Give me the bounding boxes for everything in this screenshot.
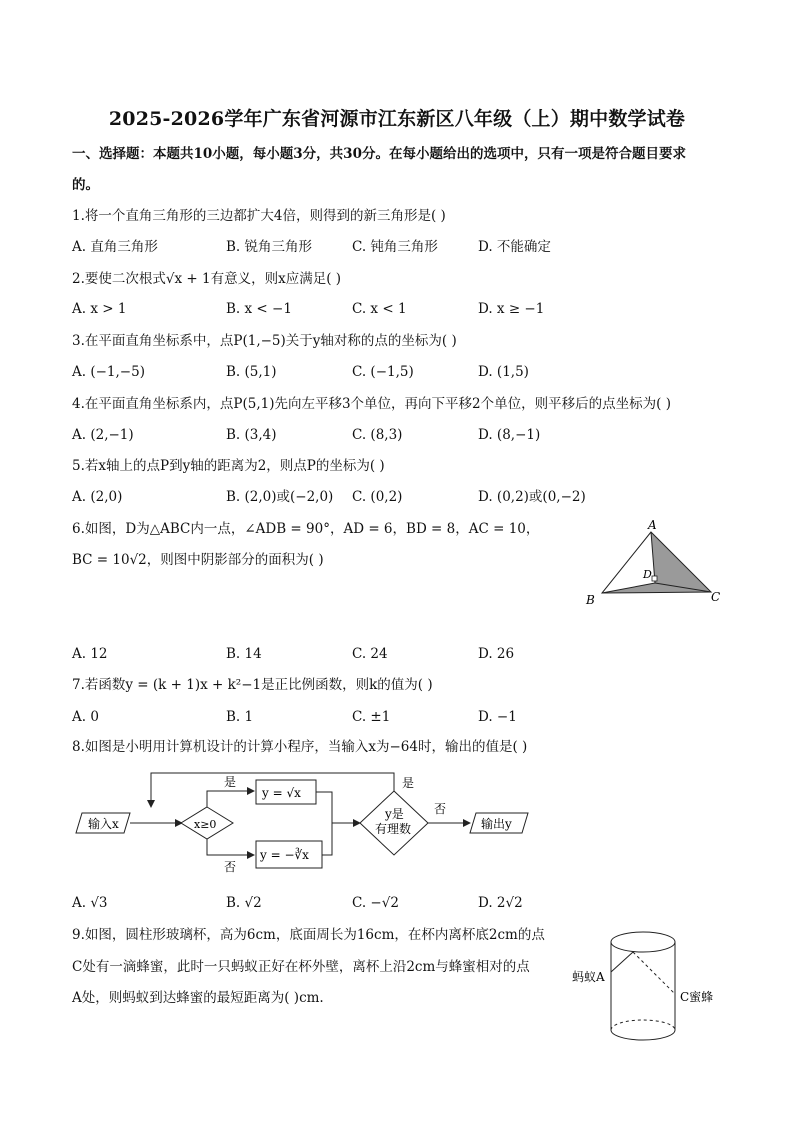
arrow-no-branch <box>207 839 254 855</box>
q4-option-d: D. (8,−1) <box>478 427 541 443</box>
q8-option-d: D. 2√2 <box>478 895 523 911</box>
question-2-stem: 2.要使二次根式√x + 1有意义，则x应满足( ) <box>72 271 342 287</box>
no-label-2: 否 <box>434 802 447 816</box>
q3-option-d: D. (1,5) <box>478 364 529 380</box>
label-a: A <box>648 518 657 532</box>
q3-option-b: B. (5,1) <box>226 364 277 380</box>
question-3-stem: 3.在平面直角坐标系中，点P(1,−5)关于y轴对称的点的坐标为( ) <box>72 333 457 349</box>
no-label-1: 否 <box>224 860 237 874</box>
q2-option-b: B. x < −1 <box>226 301 292 317</box>
q1-option-a: A. 直角三角形 <box>72 239 158 255</box>
q2-option-a: A. x > 1 <box>72 301 127 317</box>
q8-option-b: B. √2 <box>226 895 262 911</box>
question-5-stem: 5.若x轴上的点P到y轴的距离为2，则点P的坐标为( ) <box>72 458 385 474</box>
q4-option-c: C. (8,3) <box>352 427 403 443</box>
q3-option-a: A. (−1,−5) <box>72 364 145 380</box>
q1-option-d: D. 不能确定 <box>478 239 551 255</box>
honey-label: C蜜蜂 <box>680 990 714 1004</box>
decision-label-top: y是 <box>385 807 404 821</box>
cylinder-top <box>611 932 675 952</box>
right-angle-mark <box>652 576 657 581</box>
q2-option-d: D. x ≥ −1 <box>478 301 545 317</box>
q7-option-a: A. 0 <box>72 709 99 725</box>
output-label: 输出y <box>481 817 512 831</box>
q6-option-a: A. 12 <box>72 646 108 662</box>
arrow-yes-branch <box>207 791 254 807</box>
label-d: D <box>643 568 652 581</box>
q1-option-c: C. 钝角三角形 <box>352 239 438 255</box>
q6-option-d: D. 26 <box>478 646 515 662</box>
q1-option-b: B. 锐角三角形 <box>226 239 313 255</box>
q3-option-c: C. (−1,5) <box>352 364 414 380</box>
label-b: B <box>586 593 595 607</box>
q7-option-c: C. ±1 <box>352 709 391 725</box>
yes-label-1: 是 <box>224 775 237 789</box>
section-header-line2: 的。 <box>72 177 99 193</box>
question-1-stem: 1.将一个直角三角形的三边都扩大4倍，则得到的新三角形是( ) <box>72 208 446 224</box>
label-c: C <box>711 590 721 604</box>
cylinder-figure <box>568 922 738 1047</box>
sqrt-formula: y = √x <box>262 786 301 800</box>
question-9-stem-line1: 9.如图，圆柱形玻璃杯，高为6cm，底面周长为16cm，在杯内离杯底2cm的点 <box>72 927 545 943</box>
decision-label-bottom: 有理数 <box>375 822 412 836</box>
cbrt-formula: y = −∛x <box>260 848 309 862</box>
q5-option-d: D. (0,2)或(0,−2) <box>478 489 586 505</box>
q5-option-b: B. (2,0)或(−2,0) <box>226 489 334 505</box>
flowchart-figure <box>72 765 542 880</box>
condition-label: x≥0 <box>194 818 217 831</box>
q4-option-b: B. (3,4) <box>226 427 277 443</box>
question-4-stem: 4.在平面直角坐标系内，点P(5,1)先向左平移3个单位，再向下平移2个单位，则平移后的点坐标为( ) <box>72 396 671 412</box>
ant-label: 蚂蚁A <box>572 970 605 984</box>
q8-option-a: A. √3 <box>72 895 108 911</box>
cylinder-bottom-front <box>611 1030 675 1040</box>
question-9-stem-line2: C处有一滴蜂蜜，此时一只蚂蚁正好在杯外壁，离杯上沿2cm与蜂蜜相对的点 <box>72 959 530 975</box>
q8-option-c: C. −√2 <box>352 895 399 911</box>
q5-option-a: A. (2,0) <box>72 489 123 505</box>
page-title: 2025-2026学年广东省河源市江东新区八年级（上）期中数学试卷 <box>108 108 686 130</box>
input-label: 输入x <box>88 817 119 831</box>
q6-option-c: C. 24 <box>352 646 388 662</box>
q7-option-d: D. −1 <box>478 709 517 725</box>
question-9-stem-line3: A处，则蚂蚁到达蜂蜜的最短距离为( )cm. <box>72 990 324 1006</box>
question-6-stem-line1: 6.如图，D为△ABC内一点，∠ADB = 90°，AD = 6，BD = 8，AC = 10， <box>72 521 540 537</box>
question-8-stem: 8.如图是小明用计算机设计的计算小程序，当输入x为−64时，输出的值是( ) <box>72 739 528 755</box>
q4-option-a: A. (2,−1) <box>72 427 134 443</box>
path-to-rim <box>611 952 633 972</box>
q6-option-b: B. 14 <box>226 646 262 662</box>
q7-option-b: B. 1 <box>226 709 254 725</box>
q5-option-c: C. (0,2) <box>352 489 403 505</box>
section-header-line1: 一、选择题：本题共10小题，每小题3分，共30分。在每小题给出的选项中，只有一项是符合题目要求 <box>72 146 686 162</box>
question-6-stem-line2: BC = 10√2，则图中阴影部分的面积为( ) <box>72 552 324 568</box>
yes-label-2: 是 <box>402 776 415 790</box>
triangle-figure <box>580 515 730 610</box>
path-inside <box>633 952 675 994</box>
question-7-stem: 7.若函数y = (k + 1)x + k²−1是正比例函数，则k的值为( ) <box>72 677 433 693</box>
q2-option-c: C. x < 1 <box>352 301 407 317</box>
cylinder-bottom-back <box>611 1020 675 1030</box>
